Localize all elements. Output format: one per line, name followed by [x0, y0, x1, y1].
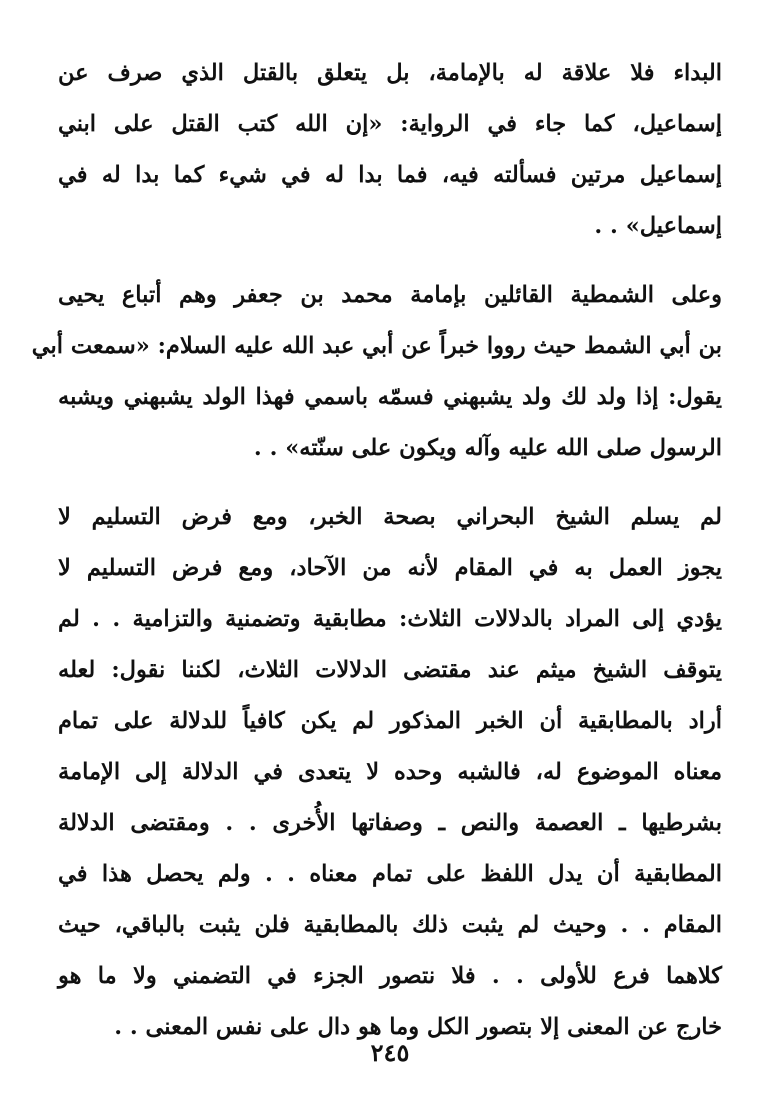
paragraph-3	[58, 492, 722, 1053]
text-line: البداء فلا علاقة له بالإمامة، بل يتعلق بالقتل الذي صرف عن	[58, 60, 722, 86]
text-line: يجوز العمل به في المقام لأنه من الآحاد، ومع فرض التسليم لا	[58, 555, 722, 581]
text-line: يتوقف الشيخ ميثم عند مقتضى الدلالات الثلاث، لكننا نقول: لعله	[58, 657, 722, 683]
text-line: إسماعيل، كما جاء في الرواية: «إن الله كتب القتل على ابني	[58, 111, 722, 137]
text-line: يقول: إذا ولد لك ولد يشبهني فسمّه باسمي فهذا الولد يشبهني ويشبه	[58, 384, 722, 410]
text-line: لم يسلم الشيخ البحراني بصحة الخبر، ومع فرض التسليم لا	[58, 504, 722, 530]
text-line: وعلى الشمطية القائلين بإمامة محمد بن جعفر وهم أتباع يحيى	[58, 282, 722, 308]
text-line: المطابقية أن يدل اللفظ على تمام معناه . . ولم يحصل هذا في	[58, 861, 722, 887]
paragraph-1	[58, 48, 722, 252]
text-line: بن أبي الشمط حيث رووا خبراً عن أبي عبد الله عليه السلام: «سمعت أبي	[31, 333, 722, 359]
text-line: إسماعيل» . .	[594, 213, 722, 239]
text-line: إسماعيل مرتين فسألته فيه، فما بدا له في شيء كما بدا له في	[58, 162, 722, 188]
text-line: يؤدي إلى المراد بالدلالات الثلاث: مطابقية وتضمنية والتزامية . . لم	[58, 606, 722, 632]
text-line: المقام . . وحيث لم يثبت ذلك بالمطابقية فلن يثبت بالباقي، حيث	[58, 912, 722, 938]
text-line: كلاهما فرع للأولى . . فلا نتصور الجزء في التضمني ولا ما هو	[58, 963, 722, 989]
page-number: ٢٤٥	[370, 1038, 410, 1067]
text-line: معناه الموضوع له، فالشبه وحده لا يتعدى في الدلالة إلى الإمامة	[58, 759, 722, 785]
text-line: خارج عن المعنى إلا بتصور الكل وما هو دال على نفس المعنى . .	[114, 1014, 722, 1040]
paragraph-2	[31, 270, 722, 474]
page-body	[31, 48, 722, 1071]
text-line: أراد بالمطابقية أن الخبر المذكور لم يكن كافياً للدلالة على تمام	[58, 708, 722, 734]
text-line: الرسول صلى الله عليه وآله ويكون على سنّته» . .	[253, 435, 722, 461]
text-line: بشرطيها ـ العصمة والنص ـ وصفاتها الأُخرى . . ومقتضى الدلالة	[58, 810, 722, 836]
